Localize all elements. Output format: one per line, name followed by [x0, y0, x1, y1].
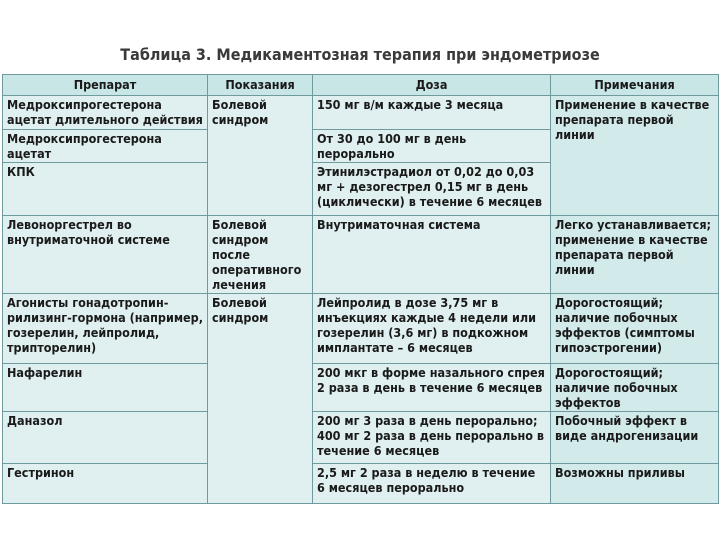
dose-cell: Этинилэстрадиол от 0,02 до 0,03 мг + дезогестрел 0,15 мг в день (циклически) в течение 6 месяцев: [313, 163, 551, 216]
dose-cell: 200 мкг в форме назального спрея 2 раза в день в течение 6 месяцев: [313, 364, 551, 412]
indication-cell: Болевой синдром: [208, 96, 313, 216]
dose-cell: Внутриматочная система: [313, 216, 551, 294]
column-header-drug: Препарат: [3, 75, 208, 96]
table-row: [3, 96, 719, 130]
note-cell: Побочный эффект в виде андрогенизации: [551, 412, 719, 464]
indication-cell: Болевой синдром после оперативного лечения: [208, 216, 313, 294]
dose-cell: От 30 до 100 мг в день перорально: [313, 130, 551, 163]
column-header-indication: Показания: [208, 75, 313, 96]
drug-cell: Агонисты гонадотропин-рилизинг-гормона (например, гозерелин, лейпролид, трипторелин): [3, 294, 208, 364]
note-cell: Возможны приливы: [551, 464, 719, 504]
table-row: [3, 364, 719, 412]
dose-cell: Лейпролид в дозе 3,75 мг в инъекциях каждые 4 недели или гозерелин (3,6 мг) в подкожном имплантате – 6 месяцев: [313, 294, 551, 364]
dose-cell: 150 мг в/м каждые 3 месяца: [313, 96, 551, 130]
drug-cell: Нафарелин: [3, 364, 208, 412]
drug-cell: Медроксипрогестерона ацетат длительного действия: [3, 96, 208, 130]
table-row: [3, 464, 719, 504]
note-cell: Легко устанавливается; применение в качестве препарата первой линии: [551, 216, 719, 294]
drug-cell: Левоноргестрел во внутриматочной системе: [3, 216, 208, 294]
drug-cell: Даназол: [3, 412, 208, 464]
column-header-note: Примечания: [551, 75, 719, 96]
note-cell: Применение в качестве препарата первой линии: [551, 96, 719, 216]
table-title: Таблица 3. Медикаментозная терапия при эндометриозе: [120, 45, 600, 64]
drug-cell: КПК: [3, 163, 208, 216]
dose-cell: 2,5 мг 2 раза в неделю в течение 6 месяцев перорально: [313, 464, 551, 504]
drug-cell: Медроксипрогестерона ацетат: [3, 130, 208, 163]
column-header-dose: Доза: [313, 75, 551, 96]
drug-cell: Гестринон: [3, 464, 208, 504]
table-row: [3, 216, 719, 294]
header-row: [3, 75, 719, 96]
dose-cell: 200 мг 3 раза в день перорально; 400 мг 2 раза в день перорально в течение 6 месяцев: [313, 412, 551, 464]
table-row: [3, 412, 719, 464]
table-row: [3, 294, 719, 364]
note-cell: Дорогостоящий; наличие побочных эффектов (симптомы гипоэстрогении): [551, 294, 719, 364]
indication-cell: Болевой синдром: [208, 294, 313, 504]
therapy-table: [2, 74, 719, 504]
note-cell: Дорогостоящий; наличие побочных эффектов: [551, 364, 719, 412]
